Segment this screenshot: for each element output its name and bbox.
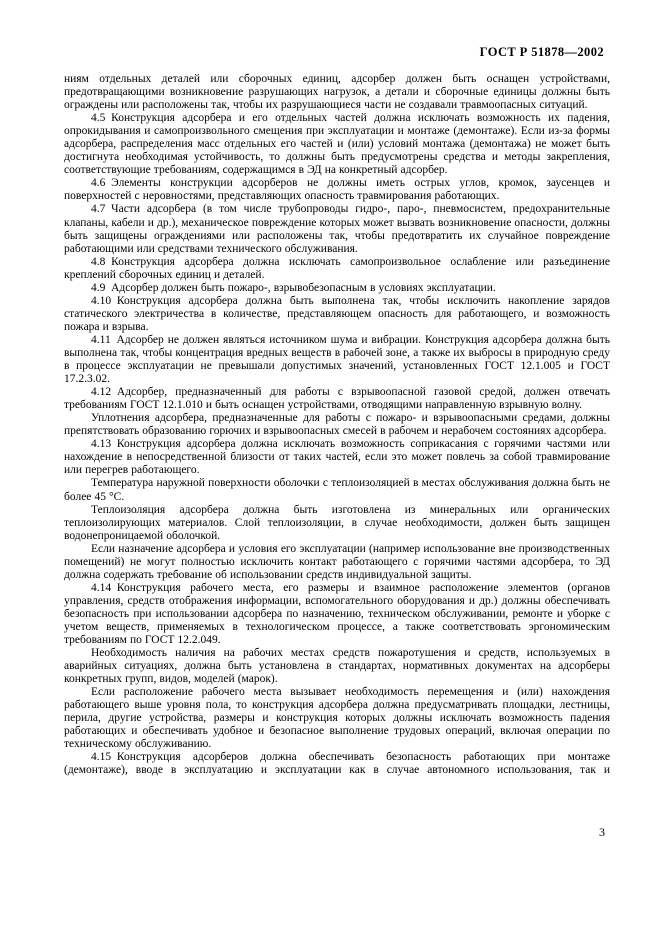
paragraph: Уплотнения адсорбера, предназначенные для работы с пожаро- и взрывоопасными средами, должны препятствовать образованию горючих и взрывоопасных смесей в рабочем и нерабочем состояниях адсорбера. (64, 412, 610, 438)
page-number: 3 (599, 825, 605, 839)
document-body (64, 73, 610, 778)
paragraph: 4.15 Конструкция адсорберов должна обеспечивать безопасность работающих при монтаже (демонтаже), вводе в эксплуатацию и эксплуатации как в случае автономного использования, так и (64, 751, 610, 777)
paragraph: Если назначение адсорбера и условия его эксплуатации (например использование вне производственных помещений) не могут полностью исключить контакт работающего с горячими частями адсорбера, то ЭД должна содержать требование об использовании средств индивидуальной защиты. (64, 542, 610, 581)
paragraph: 4.11 Адсорбер не должен являться источником шума и вибрации. Конструкция адсорбера должна быть выполнена так, чтобы концентрация вредных веществ в рабочей зоне, а также их выбросы в природную среду в процессе эксплуатации не превышали допустимых значений, установленных ГОСТ 12.1.005 и ГОСТ 17.2.3.02. (64, 333, 610, 386)
paragraph: 4.8 Конструкция адсорбера должна исключать самопроизвольное ослабление или разъединение креплений сборочных единиц и деталей. (64, 255, 610, 281)
paragraph: 4.5 Конструкция адсорбера и его отдельных частей должна исключать возможность их падения, опрокидывания и самопроизвольного смещения при эксплуатации и монтаже (демонтаже). Если из-за формы адсорбера, распределения масс отдельных его частей и (или) условий монтажа (демонтажа) не может быть достигнута необходимая устойчивость, то должны быть предусмотрены средства и методы закрепления, соответствующие требованиям, содержащимся в ЭД на конкретный адсорбер. (64, 112, 610, 177)
paragraph: 4.12 Адсорбер, предназначенный для работы с взрывоопасной газовой средой, должен отвечать требованиям ГОСТ 12.1.010 и быть оснащен устройствами, отводящими направленную взрывную волну. (64, 386, 610, 412)
paragraph: 4.9 Адсорбер должен быть пожаро-, взрывобезопасным в условиях эксплуатации. (91, 281, 496, 294)
paragraph: Температура наружной поверхности оболочки с теплоизоляцией в местах обслуживания должна быть не более 45 °С. (64, 477, 610, 503)
paragraph: Теплоизоляция адсорбера должна быть изготовлена из минеральных или органических теплоизолирующих материалов. Слой теплоизоляции, в случае необходимости, должен быть защищен водонепроницаемой оболочкой. (64, 503, 610, 542)
paragraph: Если расположение рабочего места вызывает необходимость перемещения и (или) нахождения работающего выше уровня пола, то конструкция адсорбера должна предусматривать площадки, лестницы, перила, другие устройства, размеры и конструкция которых должны исключать возможность падения работающих и обеспечивать удобное и безопасное выполнение трудовых операций, включая операции по техническому обслуживанию. (64, 686, 610, 751)
paragraph: 4.13 Конструкция адсорбера должна исключать возможность соприкасания с горячими частями или нахождение в непосредственной близости от таких частей, если это может повлечь за собой травмирование или перегрев работающего. (64, 438, 610, 477)
paragraph: 4.14 Конструкция рабочего места, его размеры и взаимное расположение элементов (органов управления, средств отображения информации, вспомогательного оборудования и др.) должны обеспечивать безопасность при использовании адсорбера по назначению, техническом обслуживании, ремонте и уборке с учетом веществ, применяемых в технологическом процессе, а также соответствовать эргономическим требованиям по ГОСТ 12.2.049. (64, 581, 610, 647)
page-header (64, 45, 604, 60)
paragraph: 4.10 Конструкция адсорбера должна быть выполнена так, чтобы исключить накопление зарядов статического электричества в количестве, представляющем опасность для работающего, и возможность пожара и взрыва. (64, 294, 610, 333)
paragraph: ниям отдельных деталей или сборочных единиц, адсорбер должен быть оснащен устройствами, предотвращающими возникновение разрушающих нагрузок, а детали и сборочные единицы должны быть ограждены или расположены так, чтобы их разрушающиеся части не создавали травмоопасных ситуаций. (64, 73, 610, 112)
paragraph: Необходимость наличия на рабочих местах средств пожаротушения и средств, используемых в аварийных ситуациях, должна быть установлена в стандартах, нормативных документах на адсорберы конкретных групп, видов, моделей (марок). (64, 647, 610, 686)
page-footer (64, 825, 605, 840)
paragraph: 4.7 Части адсорбера (в том числе трубопроводы гидро-, паро-, пневмосистем, предохранительные клапаны, кабели и др.), механическое повреждение которых может вызвать возникновение опасности, должны быть защищены ограждениями или расположены так, чтобы предотвратить их случайное повреждение работающими или средствами технического обслуживания. (64, 203, 610, 255)
paragraph: 4.6 Элементы конструкции адсорберов не должны иметь острых углов, кромок, заусенцев и поверхностей с неровностями, представляющих опасность травмирования работающих. (64, 177, 610, 203)
standard-number: ГОСТ Р 51878—2002 (479, 45, 604, 59)
